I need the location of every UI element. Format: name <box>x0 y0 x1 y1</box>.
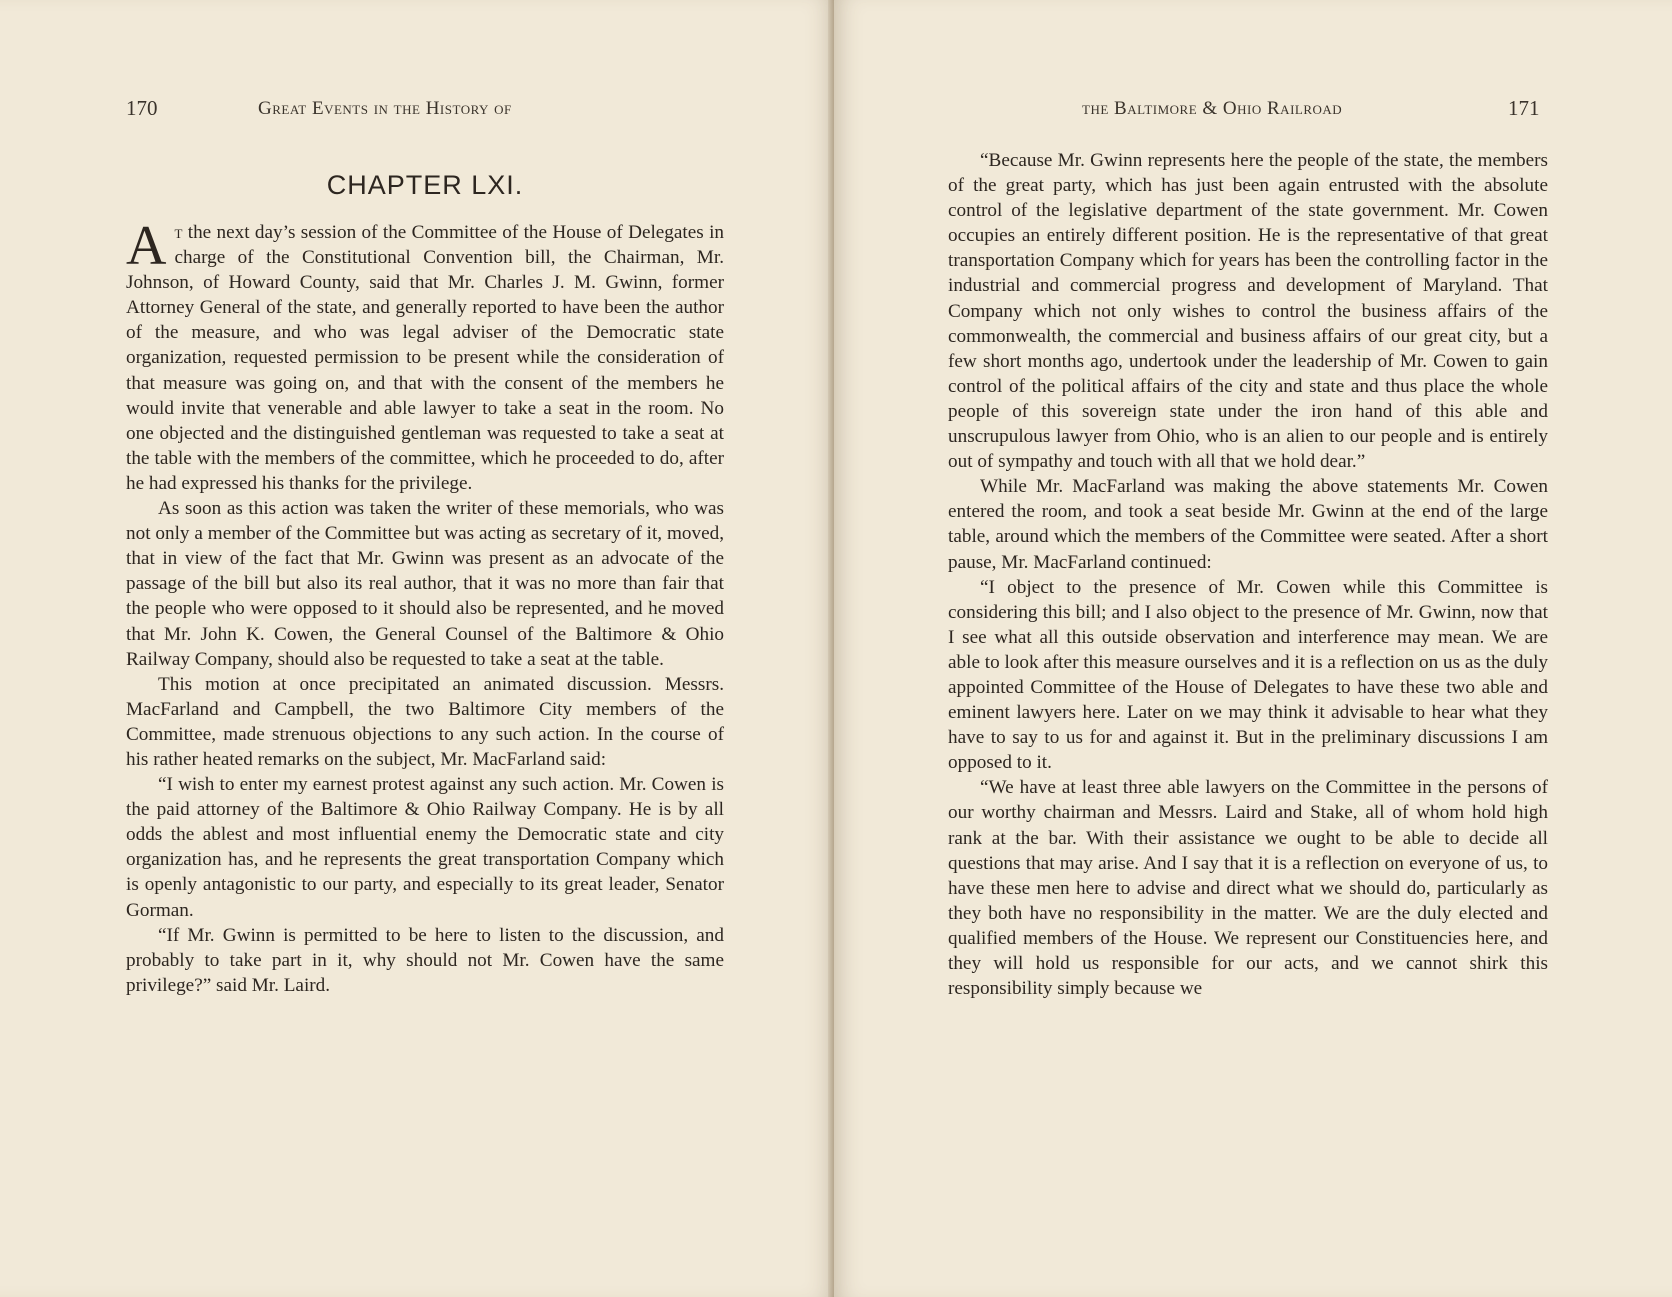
left-page <box>0 0 834 1297</box>
paragraph: As soon as this action was taken the writer of these memorials, who was not only a member of the Committee but was acting as secretary of it, moved, that in view of the fact that Mr. Gwinn was present as an advocate of the passage of the bill but also its real author, that it was no more than fair that the people who were opposed to it should also be represented, and he moved that Mr. John K. Cowen, the General Counsel of the Baltimore & Ohio Railway Company, should also be requested to take a seat at the table. <box>126 498 724 670</box>
paragraph: “I object to the presence of Mr. Cowen while this Committee is considering this bill; and I also object to the presence of Mr. Gwinn, now that I see what all this outside observation and interference may mean. We are able to look after this measure ourselves and it is a reflection on us as the duly appointed Committee of the House of Delegates to have these two able and eminent lawyers here. Later on we may think it advisable to hear what they have to say to us for and against it. But in the preliminary discussions I am opposed to it. <box>948 576 1548 774</box>
paragraph: “I wish to enter my earnest protest against any such action. Mr. Cowen is the paid attorney of the Baltimore & Ohio Railway Company. He is by all odds the ablest and most influential enemy the Democratic state and city organization has, and he represents the great transportation Company which is openly antagonistic to our party, and especially to its great leader, Senator Gorman. <box>126 774 724 921</box>
page-number-left: 170 <box>126 96 158 120</box>
opening-smallcaps: t <box>174 222 183 243</box>
drop-cap: A <box>126 215 167 277</box>
right-page <box>834 0 1672 1297</box>
left-page-text <box>126 215 724 998</box>
page-number-right: 171 <box>1508 96 1540 120</box>
chapter-title: CHAPTER LXI. <box>326 170 524 200</box>
right-page-text <box>948 148 1548 1001</box>
paragraph <box>126 215 724 496</box>
paragraph: “Because Mr. Gwinn represents here the people of the state, the members of the great party, which has just been again entrusted with the absolute control of the legislative department of the state government. Mr. Cowen occupies an entirely different position. He is the representative of that great transportation Company which for years has been the controlling factor in the industrial and commercial progress and development of Maryland. That Company which not only wishes to control the business affairs of the commonwealth, the commercial and business affairs of our great city, but a few short months ago, undertook under the leadership of Mr. Cowen to gain control of the political affairs of the city and state and thus place the whole people of this sovereign state under the iron hand of this able and unscrupulous lawyer from Ohio, who is an alien to our people and is entirely out of sympathy and touch with all that we hold dear.” <box>948 150 1548 473</box>
paragraph: While Mr. MacFarland was making the above statements Mr. Cowen entered the room, and took a seat beside Mr. Gwinn at the end of the large table, around which the members of the Committee were seated. After a short pause, Mr. MacFarland continued: <box>948 476 1548 573</box>
paragraph: “We have at least three able lawyers on the Committee in the persons of our worthy chairman and Messrs. Laird and Stake, all of whom hold high rank at the bar. With their assistance we ought to be able to decide all questions that may arise. And I say that it is a reflection on everyone of us, to have these men here to advise and direct what we should do, particularly as they both have no responsibility in the matter. We are the duly elected and qualified members of the House. We represent our Constituencies here, and they will hold us responsible for our acts, and we cannot shirk this responsibility simply because we <box>948 777 1548 1000</box>
running-head-right: the Baltimore & Ohio Railroad <box>1082 98 1343 119</box>
paragraph: This motion at once precipitated an animated discussion. Messrs. MacFarland and Campbell, the two Baltimore City members of the Committee, made strenuous objections to any such action. In the course of his rather heated remarks on the subject, Mr. MacFarland said: <box>126 673 724 770</box>
paragraph-text: the next day’s session of the Committee of the House of Delegates in charge of the Constitutional Convention bill, the Chairman, Mr. Johnson, of Howard County, said that Mr. Charles J. M. Gwinn, former Attorney General of the state, and generally reported to have been the author of the measure, and who was legal adviser of the Democratic state organization, requested permission to be present while the consideration of that measure was going on, and that with the consent of the members he would invite that venerable and able lawyer to take a seat in the room. No one objected and the distinguished gentleman was requested to take a seat at the table with the members of the committee, which he proceeded to do, after he had expressed his thanks for the privilege. <box>126 222 724 494</box>
running-head-left: Great Events in the History of <box>258 98 512 119</box>
paragraph: “If Mr. Gwinn is permitted to be here to listen to the discussion, and probably to take part in it, why should not Mr. Cowen have the same privilege?” said Mr. Laird. <box>126 924 724 996</box>
